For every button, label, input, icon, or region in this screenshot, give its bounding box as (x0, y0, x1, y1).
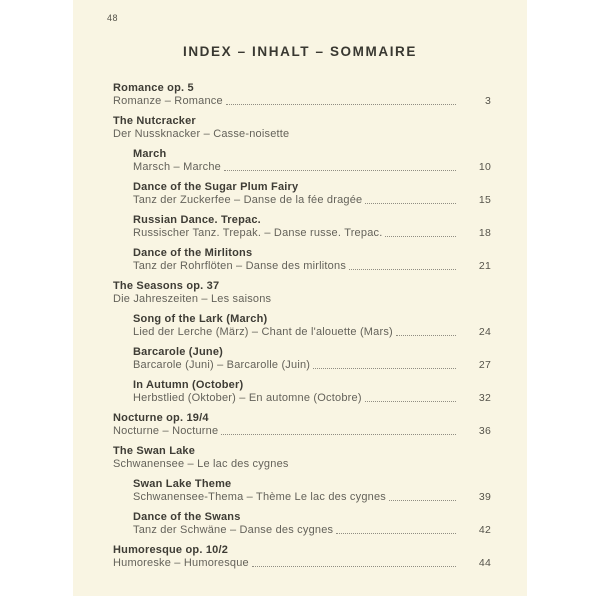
entry-subtitle-row (113, 128, 491, 141)
toc-entry (113, 379, 491, 405)
toc-entry (113, 544, 491, 570)
toc-entry (113, 214, 491, 240)
dotted-leader (385, 236, 456, 237)
dotted-leader (365, 401, 456, 402)
entry-subtitle-row (113, 425, 491, 438)
entry-subtitle: Der Nussknacker – Casse-noisette (113, 128, 290, 140)
entry-subtitle: Romanze – Romance (113, 95, 223, 107)
dotted-leader (226, 104, 456, 105)
entry-page-number: 44 (478, 557, 491, 569)
entry-page-number: 36 (478, 425, 491, 437)
entry-title: Dance of the Sugar Plum Fairy (133, 181, 299, 193)
toc-entry-list (73, 82, 527, 570)
entry-title: Barcarole (June) (133, 346, 224, 358)
toc-entry (113, 511, 491, 537)
toc-entry (113, 82, 491, 108)
entry-subtitle: Tanz der Rohrflöten – Danse des mirlitons (133, 260, 347, 272)
entry-subtitle: Marsch – Marche (133, 161, 221, 173)
page-number: 48 (107, 13, 119, 23)
book-page (73, 0, 527, 596)
entry-page-number: 21 (478, 260, 491, 272)
entry-page-number: 3 (484, 95, 491, 107)
toc-entry (113, 412, 491, 438)
entry-subtitle-row (113, 293, 491, 306)
entry-title: The Swan Lake (113, 445, 196, 457)
entry-subtitle: Russischer Tanz. Trepak. – Danse russe. Trepac. (133, 227, 383, 239)
entry-subtitle: Nocturne – Nocturne (113, 425, 219, 437)
entry-subtitle: Schwanensee – Le lac des cygnes (113, 458, 289, 470)
entry-subtitle-row (133, 392, 491, 405)
entry-subtitle-row (113, 458, 491, 471)
toc-entry (113, 148, 491, 174)
dotted-leader (221, 434, 456, 435)
dotted-leader (224, 170, 456, 171)
entry-page-number: 24 (478, 326, 491, 338)
entry-subtitle-row (133, 227, 491, 240)
toc-heading: INDEX – INHALT – SOMMAIRE (182, 44, 418, 59)
dotted-leader (349, 269, 456, 270)
entry-subtitle: Barcarole (Juni) – Barcarolle (Juin) (133, 359, 311, 371)
entry-page-number: 32 (478, 392, 491, 404)
toc-entry (113, 478, 491, 504)
entry-title: Romance op. 5 (113, 82, 194, 94)
entry-subtitle-row (133, 359, 491, 372)
entry-page-number: 39 (478, 491, 491, 503)
entry-subtitle-row (133, 161, 491, 174)
entry-title: The Nutcracker (113, 115, 196, 127)
entry-subtitle-row (133, 524, 491, 537)
entry-title: Dance of the Swans (133, 511, 241, 523)
toc-entry (113, 280, 491, 306)
entry-subtitle: Schwanensee-Thema – Thème Le lac des cygnes (133, 491, 386, 503)
entry-page-number: 10 (478, 161, 491, 173)
entry-subtitle: Humoreske – Humoresque (113, 557, 249, 569)
entry-subtitle-row (113, 95, 491, 108)
toc-entry (113, 247, 491, 273)
entry-subtitle: Tanz der Schwäne – Danse des cygnes (133, 524, 334, 536)
entry-subtitle: Lied der Lerche (März) – Chant de l'alouette (Mars) (133, 326, 393, 338)
entry-title: Humoresque op. 10/2 (113, 544, 229, 556)
entry-subtitle: Tanz der Zuckerfee – Danse de la fée dragée (133, 194, 363, 206)
entry-subtitle: Die Jahreszeiten – Les saisons (113, 293, 272, 305)
entry-title: Swan Lake Theme (133, 478, 232, 490)
dotted-leader (396, 335, 456, 336)
entry-title: Nocturne op. 19/4 (113, 412, 209, 424)
entry-title: Dance of the Mirlitons (133, 247, 253, 259)
entry-title: The Seasons op. 37 (113, 280, 220, 292)
dotted-leader (389, 500, 456, 501)
entry-page-number: 18 (478, 227, 491, 239)
entry-subtitle-row (133, 491, 491, 504)
entry-page-number: 15 (478, 194, 491, 206)
entry-page-number: 27 (478, 359, 491, 371)
entry-subtitle-row (133, 326, 491, 339)
toc-entry (113, 313, 491, 339)
entry-subtitle-row (133, 260, 491, 273)
entry-title: Song of the Lark (March) (133, 313, 268, 325)
entry-title: Russian Dance. Trepac. (133, 214, 261, 226)
dotted-leader (313, 368, 456, 369)
dotted-leader (365, 203, 456, 204)
entry-title: In Autumn (October) (133, 379, 244, 391)
toc-entry (113, 445, 491, 471)
dotted-leader (252, 566, 456, 567)
entry-title: March (133, 148, 167, 160)
entry-subtitle: Herbstlied (Oktober) – En automne (Octobre) (133, 392, 362, 404)
entry-subtitle-row (113, 557, 491, 570)
toc-entry (113, 346, 491, 372)
dotted-leader (336, 533, 456, 534)
entry-subtitle-row (133, 194, 491, 207)
toc-entry (113, 115, 491, 141)
toc-entry (113, 181, 491, 207)
entry-page-number: 42 (478, 524, 491, 536)
